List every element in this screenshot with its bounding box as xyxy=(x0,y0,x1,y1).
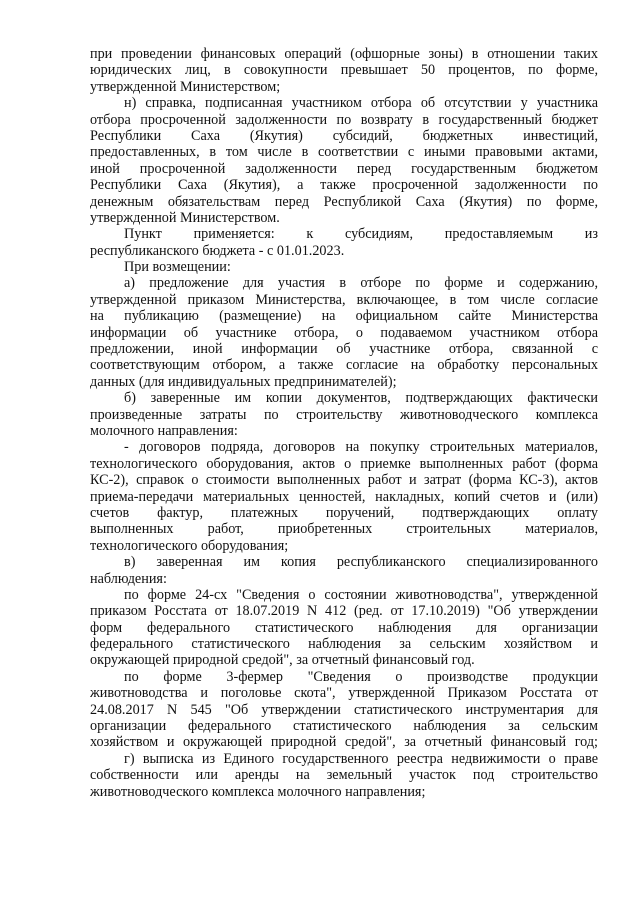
text-line: произведенные затраты по строительству животноводческого комплекса xyxy=(90,406,598,423)
text-line: Республики Саха (Якутия) субсидий, бюджетных инвестиций, xyxy=(90,127,598,144)
text-line: юридических лиц, в совокупности превышает 50 процентов, по форме, xyxy=(90,62,598,79)
text-line: счетов фактур, платежных поручений, подтверждающих оплату xyxy=(90,504,598,521)
text-line: - договоров подряда, договоров на покупку строительных материалов, xyxy=(124,439,598,456)
text-line: животноводства и поголовье скота", утвержденной Приказом Росстата от xyxy=(90,685,598,702)
text-line: федерального статистического наблюдения за сельским хозяйством и xyxy=(90,636,598,653)
text-line: технологического оборудования, актов о приемке выполненных работ (форма xyxy=(90,455,598,472)
text-line: собственности или аренды на земельный участок под строительство xyxy=(90,767,598,784)
document-page xyxy=(90,46,598,800)
text-line: б) заверенные им копии документов, подтверждающих фактически xyxy=(124,390,598,407)
text-line: КС-2), справок о стоимости выполненных работ и затрат (форма КС-3), актов xyxy=(90,472,598,489)
text-line: г) выписка из Единого государственного реестра недвижимости о праве xyxy=(124,750,598,767)
text-line: молочного направления: xyxy=(90,422,238,439)
text-line: данных (для индивидуальных предпринимателей); xyxy=(90,373,397,390)
text-line: предоставленных, в том числе в соответствии с иными правовыми актами, xyxy=(90,144,598,161)
text-line: 24.08.2017 N 545 "Об утверждении статистического инструментария для xyxy=(90,701,598,718)
text-line: утвержденной приказом Министерства, включающее, в том числе согласие xyxy=(90,291,598,308)
text-line: иной просроченной задолженности перед государственным бюджетом xyxy=(90,160,598,177)
text-line: форм федерального статистического наблюдения для организации xyxy=(90,619,598,636)
text-line: на публикацию (размещение) на официальном сайте Министерства xyxy=(90,308,598,325)
text-line: хозяйством и окружающей природной средой", за отчетный финансовый год; xyxy=(90,734,598,751)
text-line: Республики Саха (Якутия), а также просроченной задолженности по xyxy=(90,177,598,194)
text-line: Пункт применяется: к субсидиям, предоставляемым из xyxy=(124,226,598,243)
text-line: технологического оборудования; xyxy=(90,537,289,554)
text-line: наблюдения: xyxy=(90,570,167,587)
text-line: н) справка, подписанная участником отбора об отсутствии у участника xyxy=(124,95,598,112)
text-line: утвержденной Министерством. xyxy=(90,209,280,226)
text-line: информации об участнике отбора, о подаваемом участником отбора xyxy=(90,324,598,341)
text-line: организации федерального статистического наблюдения за сельским xyxy=(90,718,598,735)
text-line: приема-передачи материальных ценностей, накладных, копий счетов и (или) xyxy=(90,488,598,505)
text-line: денежным обязательствам перед Республикой Саха (Якутия) по форме, xyxy=(90,193,598,210)
text-line: окружающей природной средой", за отчетный финансовый год. xyxy=(90,652,475,669)
text-line: соответствующим отбором, а также согласие на обработку персональных xyxy=(90,357,598,374)
text-line: выполненных работ, приобретенных строительных материалов, xyxy=(90,521,598,538)
text-line: отбора просроченной задолженности по возврату в государственный бюджет xyxy=(90,111,598,128)
text-line: а) предложение для участия в отборе по форме и содержанию, xyxy=(124,275,598,292)
text-line: приказом Росстата от 18.07.2019 N 412 (ред. от 17.10.2019) "Об утверждении xyxy=(90,603,598,620)
text-line: при проведении финансовых операций (офшорные зоны) в отношении таких xyxy=(90,46,598,62)
text-line: утвержденной Министерством; xyxy=(90,78,281,95)
text-line: по форме 24-сх "Сведения о состоянии животноводства", утвержденной xyxy=(124,586,598,603)
text-line: предложении, иной информации об участнике отбора, связанной с xyxy=(90,341,598,358)
text-line: При возмещении: xyxy=(124,259,231,276)
text-line: по форме 3-фермер "Сведения о производстве продукции xyxy=(124,668,598,685)
text-line: республиканского бюджета - с 01.01.2023. xyxy=(90,242,345,259)
text-line: животноводческого комплекса молочного направления; xyxy=(90,783,426,800)
text-line: в) заверенная им копия республиканского специализированного xyxy=(124,554,598,571)
